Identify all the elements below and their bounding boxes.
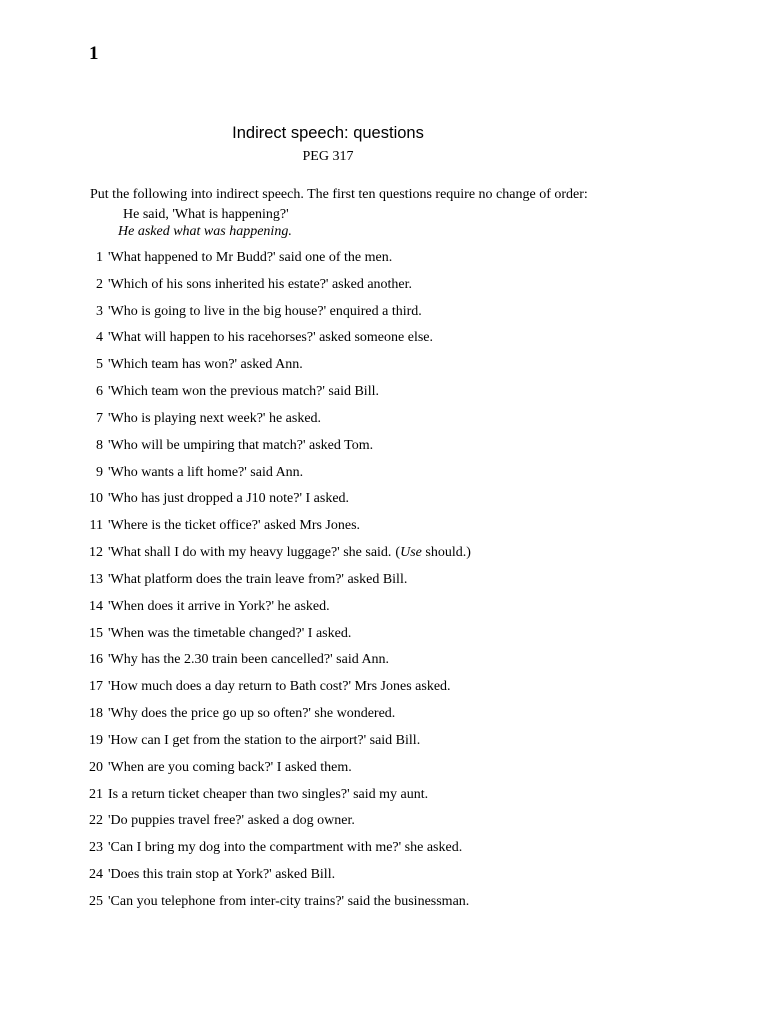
question-text: 'Why has the 2.30 train been cancelled?' said Ann. <box>108 652 390 668</box>
question-number: 24 <box>89 867 103 883</box>
question-number: 13 <box>89 571 103 587</box>
question-item <box>84 357 471 384</box>
question-number: 7 <box>96 410 103 426</box>
question-number: 11 <box>89 518 103 534</box>
question-item <box>84 679 471 706</box>
question-text: 'What shall I do with my heavy luggage?' she said. <box>108 545 392 561</box>
question-item <box>84 411 471 438</box>
question-number: 20 <box>89 759 103 775</box>
question-text: 'Which team won the previous match?' said Bill. <box>108 384 379 400</box>
question-item <box>84 760 471 787</box>
question-item <box>84 894 471 921</box>
hint-rest: should.) <box>421 545 471 561</box>
question-text: 'When are you coming back?' I asked them. <box>108 759 352 775</box>
question-text: 'Can you telephone from inter-city trains?' said the businessman. <box>108 893 470 909</box>
question-text: 'Do puppies travel free?' asked a dog owner. <box>108 813 355 829</box>
question-item <box>84 465 471 492</box>
question-item <box>84 840 471 867</box>
question-number: 6 <box>96 384 103 400</box>
question-number: 12 <box>89 545 103 561</box>
page-number: 1 <box>89 43 99 64</box>
question-item <box>84 626 471 653</box>
question-hint <box>395 545 470 572</box>
question-text: 'Which of his sons inherited his estate?' asked another. <box>108 276 413 292</box>
question-number: 14 <box>89 598 103 614</box>
question-number: 3 <box>96 303 103 319</box>
question-number: 25 <box>89 893 103 909</box>
question-text: 'Where is the ticket office?' asked Mrs Jones. <box>108 518 361 534</box>
question-item <box>84 304 471 331</box>
page-subtitle: PEG 317 <box>302 149 354 164</box>
instructions: Put the following into indirect speech. The first ten questions require no change of order: <box>90 187 588 202</box>
page-title: Indirect speech: questions <box>232 124 424 142</box>
question-text: Is a return ticket cheaper than two singles?' said my aunt. <box>108 786 429 802</box>
question-text: 'Who is going to live in the big house?' enquired a third. <box>108 303 422 319</box>
question-item <box>84 277 471 304</box>
question-text: 'When does it arrive in York?' he asked. <box>108 598 330 614</box>
question-number: 18 <box>89 706 103 722</box>
question-number: 21 <box>89 786 103 802</box>
question-number: 17 <box>89 679 103 695</box>
question-number: 19 <box>89 732 103 748</box>
question-text: 'Who is playing next week?' he asked. <box>108 410 322 426</box>
question-item <box>84 384 471 411</box>
question-text: 'Why does the price go up so often?' she wondered. <box>108 706 396 722</box>
question-item <box>84 867 471 894</box>
hint-open-paren: ( <box>395 545 401 561</box>
question-number: 22 <box>89 813 103 829</box>
question-text: 'Does this train stop at York?' asked Bill. <box>108 867 336 883</box>
question-item <box>84 250 471 277</box>
question-text: 'When was the timetable changed?' I asked. <box>108 625 352 641</box>
question-item <box>84 545 471 572</box>
question-item <box>84 652 471 679</box>
question-text: 'What will happen to his racehorses?' asked someone else. <box>108 330 433 346</box>
question-item <box>84 572 471 599</box>
question-text: 'Which team has won?' asked Ann. <box>108 357 303 373</box>
question-number: 8 <box>96 437 103 453</box>
question-number: 4 <box>96 330 103 346</box>
question-list <box>84 250 471 921</box>
question-text: 'How can I get from the station to the airport?' said Bill. <box>108 732 421 748</box>
example-question: He said, 'What is happening?' <box>123 207 289 222</box>
question-item <box>84 787 471 814</box>
question-text: 'Who will be umpiring that match?' asked Tom. <box>108 437 374 453</box>
hint-emphasis: Use <box>400 545 422 561</box>
question-number: 1 <box>96 250 103 265</box>
question-text: 'How much does a day return to Bath cost?' Mrs Jones asked. <box>108 679 451 695</box>
question-text: 'What platform does the train leave from?' asked Bill. <box>108 571 408 587</box>
question-number: 9 <box>96 464 103 480</box>
question-text: 'Who wants a lift home?' said Ann. <box>108 464 304 480</box>
example-answer: He asked what was happening. <box>118 224 292 239</box>
question-number: 5 <box>96 357 103 373</box>
question-number: 10 <box>89 491 103 507</box>
question-number: 2 <box>96 276 103 292</box>
question-item <box>84 813 471 840</box>
question-number: 16 <box>89 652 103 668</box>
question-item <box>84 706 471 733</box>
question-item <box>84 330 471 357</box>
question-item <box>84 491 471 518</box>
question-item <box>84 438 471 465</box>
question-item <box>84 733 471 760</box>
question-text: 'What happened to Mr Budd?' said one of the men. <box>108 250 393 265</box>
question-item <box>84 518 471 545</box>
question-text: 'Can I bring my dog into the compartment with me?' she asked. <box>108 840 463 856</box>
question-number: 15 <box>89 625 103 641</box>
question-text: 'Who has just dropped a J10 note?' I asked. <box>108 491 350 507</box>
question-item <box>84 599 471 626</box>
question-number: 23 <box>89 840 103 856</box>
